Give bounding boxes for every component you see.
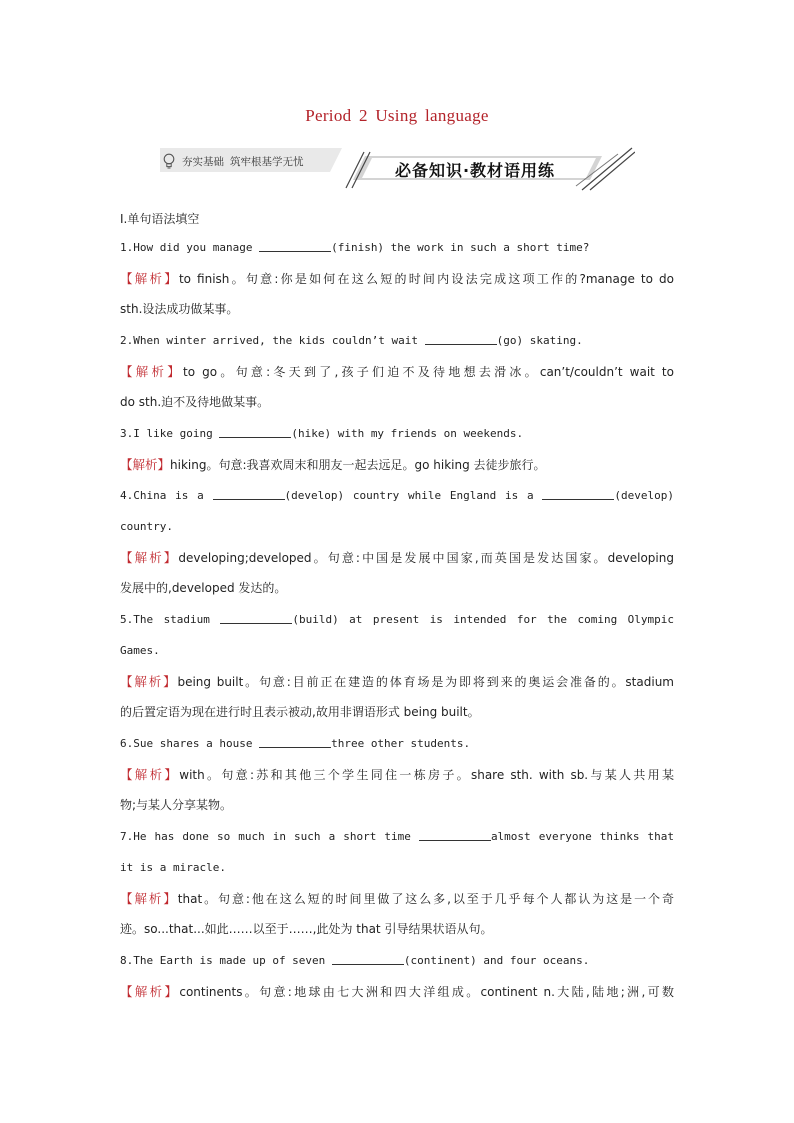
section-banner — [160, 146, 635, 192]
section-heading: Ⅰ.单句语法填空 — [120, 212, 200, 226]
answer-5-line-2: 的后置定语为现在进行时且表示被动,故用非谓语形式 being built。 — [120, 705, 480, 719]
banner-left-label — [162, 152, 304, 170]
answer-7-line-1: 【解析】that。句意:他在这么短的时间里做了这么多,以至于几乎每个人都认为这是一个奇 — [120, 891, 674, 906]
answer-tag: 【解析】 — [120, 271, 179, 286]
answer-tag: 【解析】 — [120, 550, 179, 565]
banner-right-title: 必备知识·教材语用练 — [394, 161, 556, 180]
page-title: Period 2 Using language — [305, 106, 489, 125]
answer-tag: 【解析】 — [120, 984, 180, 999]
answer-2-line-1: 【解析】to go。句意:冬天到了,孩子们迫不及待地想去滑冰。can’t/couldn’t wait to — [120, 364, 674, 379]
answer-tag: 【解析】 — [120, 674, 178, 689]
answer-6-line-1: 【解析】with。句意:苏和其他三个学生同住一栋房子。share sth. with sb.与某人共用某 — [120, 767, 674, 782]
answer-8-line-1: 【解析】continents。句意:地球由七大洲和四大洋组成。continent n.大陆,陆地;洲,可数 — [120, 984, 674, 999]
answer-7-line-2: 迹。so...that...如此……以至于……,此处为 that 引导结果状语从句。 — [120, 922, 493, 936]
question-8: 8.The Earth is made up of seven (continent) and four oceans. — [120, 954, 590, 967]
exercise-list — [120, 232, 674, 1007]
answer-tag: 【解析】 — [120, 891, 178, 906]
question-1: 1.How did you manage (finish) the work in such a short time? — [120, 241, 590, 254]
question-2: 2.When winter arrived, the kids couldn’t wait (go) skating. — [120, 334, 583, 347]
answer-blank[interactable] — [259, 240, 331, 252]
question-5-line-2: Games. — [120, 644, 160, 657]
answer-tag: 【解析】 — [120, 767, 180, 782]
answer-6-line-2: 物;与某人分享某物。 — [120, 798, 233, 812]
answer-blank[interactable] — [332, 953, 404, 965]
banner-left-text-1: 夯实基础 — [182, 155, 224, 168]
answer-blank[interactable] — [425, 333, 497, 345]
question-4-line-2: country. — [120, 520, 173, 533]
answer-tag: 【解析】 — [120, 364, 184, 379]
answer-blank[interactable] — [542, 488, 614, 500]
question-3: 3.I like going (hike) with my friends on weekends. — [120, 427, 524, 440]
answer-blank[interactable] — [219, 426, 291, 438]
answer-blank[interactable] — [419, 829, 491, 841]
answer-3-line-1: 【解析】hiking。句意:我喜欢周末和朋友一起去远足。go hiking 去徒步旅行。 — [120, 457, 546, 472]
answer-1-line-2: sth.设法成功做某事。 — [120, 302, 239, 316]
question-5-line-1: 5.The stadium (build) at present is intended for the coming Olympic — [120, 613, 674, 626]
question-4-line-1: 4.China is a (develop) country while England is a (develop) — [120, 489, 674, 502]
answer-tag: 【解析】 — [120, 457, 171, 472]
answer-blank[interactable] — [220, 612, 292, 624]
answer-blank[interactable] — [213, 488, 285, 500]
lightbulb-icon — [162, 153, 176, 169]
banner-left-text-2: 筑牢根基学无忧 — [230, 155, 304, 168]
question-7-line-2: it is a miracle. — [120, 861, 226, 874]
answer-5-line-1: 【解析】being built。句意:目前正在建造的体育场是为即将到来的奥运会准备的。stadium — [120, 674, 674, 689]
answer-1-line-1: 【解析】to finish。句意:你是如何在这么短的时间内设法完成这项工作的?manage to do — [120, 271, 674, 286]
answer-blank[interactable] — [259, 736, 331, 748]
answer-4-line-2: 发展中的,developed 发达的。 — [120, 581, 287, 595]
answer-4-line-1: 【解析】developing;developed。句意:中国是发展中国家,而英国是发达国家。developing — [120, 550, 674, 565]
question-6: 6.Sue shares a house three other students. — [120, 737, 471, 750]
answer-2-line-2: do sth.迫不及待地做某事。 — [120, 395, 270, 409]
question-7-line-1: 7.He has done so much in such a short time almost everyone thinks that — [120, 830, 674, 843]
